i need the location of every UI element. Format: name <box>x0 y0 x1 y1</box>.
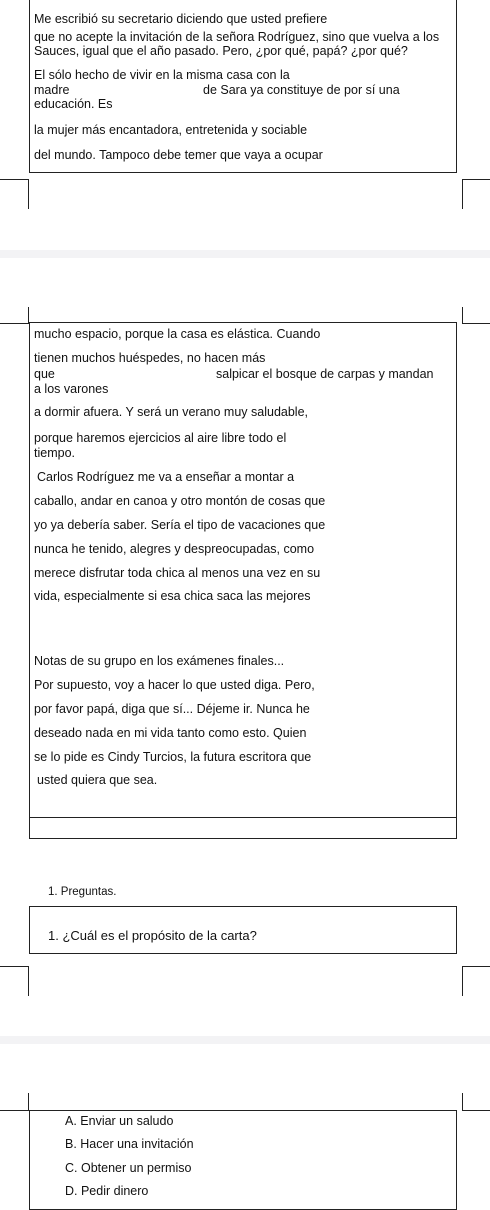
answer-option: A. Enviar un saludo <box>65 1114 174 1128</box>
letter-line: tiempo. <box>34 446 75 460</box>
letter-line: salpicar el bosque de carpas y mandan <box>216 367 434 381</box>
letter-line: mucho espacio, porque la casa es elástica. Cuando <box>34 327 321 341</box>
letter-line: Por supuesto, voy a hacer lo que usted diga. Pero, <box>34 678 315 692</box>
answer-option: C. Obtener un permiso <box>65 1161 192 1175</box>
letter-line: merece disfrutar toda chica al menos una vez en su <box>34 566 321 580</box>
letter-line: Carlos Rodríguez me va a enseñar a montar a <box>37 470 295 484</box>
answer-option: B. Hacer una invitación <box>65 1137 194 1151</box>
answer-option: D. Pedir dinero <box>65 1184 149 1198</box>
page-gap <box>0 250 490 258</box>
letter-line: El sólo hecho de vivir en la misma casa con la <box>34 68 290 82</box>
letter-line: Notas de su grupo en los exámenes finales... <box>34 654 285 668</box>
letter-line: Sauces, igual que el año pasado. Pero, ¿por qué, papá? ¿por qué? <box>34 44 408 58</box>
letter-line: Me escribió su secretario diciendo que usted prefiere <box>34 12 328 26</box>
empty-box <box>29 817 457 839</box>
question-text: 1. ¿Cuál es el propósito de la carta? <box>48 928 257 943</box>
letter-line: se lo pide es Cindy Turcios, la futura escritora que <box>34 750 312 764</box>
letter-line: usted quiera que sea. <box>37 773 158 787</box>
letter-line: educación. Es <box>34 97 113 111</box>
letter-line: vida, especialmente si esa chica saca las mejores <box>34 589 311 603</box>
section-heading: 1. Preguntas. <box>48 886 117 898</box>
letter-line: nunca he tenido, alegres y despreocupadas, como <box>34 542 315 556</box>
letter-line: del mundo. Tampoco debe temer que vaya a ocupar <box>34 148 323 162</box>
letter-line: de Sara ya constituye de por sí una <box>203 83 400 97</box>
letter-line: madre <box>34 83 70 97</box>
page-gap <box>0 1036 490 1044</box>
letter-line: caballo, andar en canoa y otro montón de cosas que <box>34 494 326 508</box>
letter-line: a los varones <box>34 382 109 396</box>
letter-line: que no acepte la invitación de la señora Rodríguez, sino que vuelva a los <box>34 30 440 44</box>
letter-line: la mujer más encantadora, entretenida y sociable <box>34 123 308 137</box>
letter-line: a dormir afuera. Y será un verano muy saludable, <box>34 405 308 419</box>
letter-line: deseado nada en mi vida tanto como esto. Quien <box>34 726 307 740</box>
letter-line: yo ya debería saber. Sería el tipo de vacaciones que <box>34 518 326 532</box>
letter-line: tienen muchos huéspedes, no hacen más <box>34 351 266 365</box>
letter-line: porque haremos ejercicios al aire libre todo el <box>34 431 287 445</box>
letter-line: que <box>34 367 55 381</box>
letter-line: por favor papá, diga que sí... Déjeme ir. Nunca he <box>34 702 310 716</box>
